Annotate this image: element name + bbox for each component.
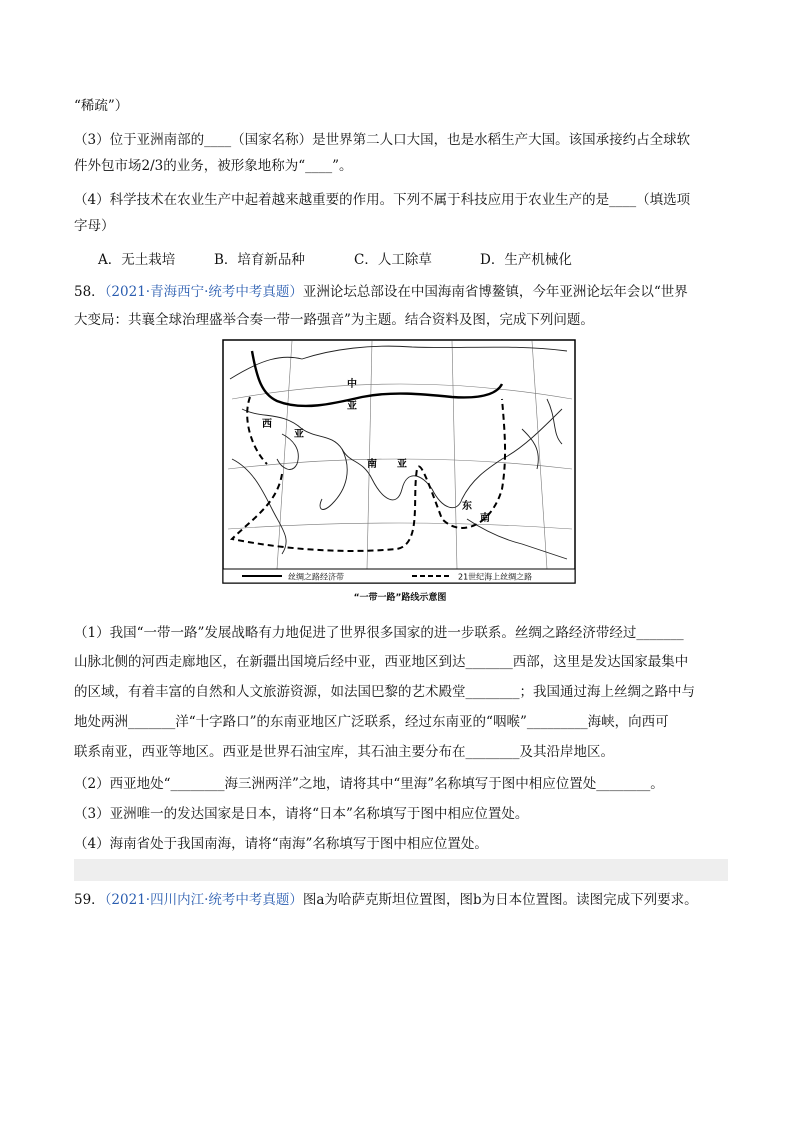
q58-part2: （2）西亚地处“________海三洲两洋”之地，请将其中“里海”名称填写于图中相应位置处________。 (74, 776, 664, 792)
q58-stem-text: 亚洲论坛总部设在中国海南省博鳌镇，今年亚洲论坛年会以“世界 (302, 284, 688, 300)
q58-part1-line3: 的区域，有着丰富的自然和人文旅游资源，如法国巴黎的艺术殿堂________；我国通过海上丝绸之路中与 (74, 684, 695, 700)
map-label-ya2: 亚 (294, 429, 304, 440)
q57-part4-line2: 字母） (74, 218, 115, 234)
q58-part1-line4: 地处两洲_______洋“十字路口”的东南亚地区广泛联系，经过东南亚的“咽喉”_________海峡，向西可 (74, 714, 669, 730)
legend-dashed-label: 21世纪海上丝绸之路 (458, 572, 533, 582)
map-svg (222, 339, 576, 584)
q59-stem-text: 图a为哈萨克斯坦位置图，图b为日本位置图。读图完成下列要求。 (302, 892, 698, 908)
map-label-xi: 西 (262, 419, 272, 430)
q58-part1-line1: （1）我国“一带一路”发展战略有力地促进了世界很多国家的进一步联系。丝绸之路经济带经过_______ (74, 625, 684, 641)
q57-option-d[interactable]: D．生产机械化 (480, 252, 572, 268)
belt-road-map (222, 339, 576, 584)
separator-bar (74, 859, 728, 881)
map-label-ya3: 亚 (397, 459, 407, 470)
map-label-zhong: 中 (347, 379, 357, 390)
map-label-nan: 南 (367, 459, 377, 470)
q57-continuation: “稀疏”） (74, 98, 129, 114)
q58-stem-line1 (74, 282, 688, 302)
q59-number: 59． (74, 892, 105, 908)
q58-part1-line2: 山脉北侧的河西走廊地区，在新疆出国境后经中亚，西亚地区到达_______西部，这里是发达国家最集中 (74, 654, 689, 670)
q58-part1-line5: 联系南亚，西亚等地区。西亚是世界石油宝库，其石油主要分布在________及其沿岸地区。 (74, 744, 614, 760)
q58-part3: （3）亚洲唯一的发达国家是日本，请将“日本”名称填写于图中相应位置处。 (74, 806, 529, 822)
q57-option-c[interactable]: C．人工除草 (354, 252, 432, 268)
q58-number: 58． (74, 284, 105, 300)
legend-solid-label: 丝绸之路经济带 (288, 572, 344, 582)
q57-part3-line1: （3）位于亚洲南部的____（国家名称）是世界第二人口大国，也是水稻生产大国。该国承接约占全球软 (74, 132, 691, 148)
q57-option-a[interactable]: A．无土栽培 (98, 252, 176, 268)
q58-source-link[interactable]: （2021·青海西宁·统考中考真题） (104, 284, 303, 300)
q57-part4-line1: （4）科学技术在农业生产中起着越来越重要的作用。下列不属于科技应用于农业生产的是____（填选项 (74, 192, 691, 208)
q58-part4: （4）海南省处于我国南海，请将“南海”名称填写于图中相应位置处。 (74, 836, 488, 852)
q57-option-b[interactable]: B．培育新品种 (214, 252, 305, 268)
q58-stem-line2: 大变局：共襄全球治理盛举合奏一带一路强音”为主题。结合资料及图，完成下列问题。 (74, 312, 594, 328)
map-label-ya1: 亚 (347, 401, 357, 412)
map-caption: “一带一路”路线示意图 (353, 593, 447, 603)
q59-stem (74, 890, 698, 910)
map-label-dong: 东 (462, 501, 472, 512)
map-label-nan2: 南 (480, 513, 490, 524)
q59-source-link[interactable]: （2021·四川内江·统考中考真题） (104, 892, 303, 908)
q57-part3-line2: 件外包市场2/3的业务，被形象地称为“____”。 (74, 158, 353, 174)
